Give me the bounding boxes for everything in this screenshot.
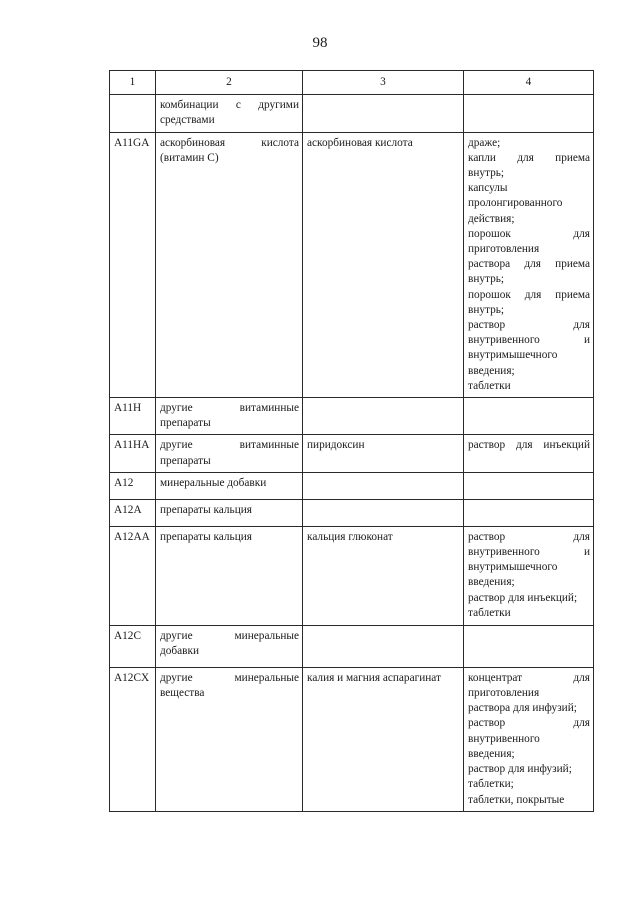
dosage-form-line: раствор для инфузий;: [468, 763, 572, 776]
dosage-form-line: внутрь;: [468, 273, 505, 286]
dosage-form-line: порошок для приема: [468, 288, 590, 301]
dosage-form-line: раствора для приема: [468, 258, 590, 271]
drug-name-cell: аскорбиновая кислота: [303, 132, 464, 397]
table-header-row: [110, 71, 594, 95]
dosage-form-line: таблетки: [468, 379, 511, 392]
dosage-form-line: таблетки: [468, 606, 511, 619]
column-header-4: 4: [464, 71, 594, 95]
group-text-line: препараты кальция: [160, 503, 252, 516]
table-row: [110, 398, 594, 435]
drug-name-cell: [303, 95, 464, 132]
dosage-form-line: капсулы: [468, 182, 508, 195]
dosage-form-line: концентрат для: [468, 671, 590, 684]
anatomical-group-cell: [156, 398, 303, 435]
group-text-line: препараты: [160, 454, 211, 467]
dosage-form-line: раствор для: [468, 717, 590, 730]
column-header-2: 2: [156, 71, 303, 95]
group-text-line: аскорбиновая кислота: [160, 136, 299, 149]
dosage-forms-cell: [464, 499, 594, 526]
table-body: [110, 95, 594, 812]
dosage-forms-cell: [464, 435, 594, 472]
anatomical-group-cell: [156, 526, 303, 625]
atc-code-cell: A11GA: [110, 132, 156, 397]
dosage-form-line: внутривенного и: [468, 546, 590, 559]
dosage-form-line: раствора для инфузий;: [468, 702, 577, 715]
atc-code-cell: A12CX: [110, 667, 156, 811]
dosage-form-line: раствор для инъекций;: [468, 591, 578, 604]
dosage-form-line: раствор для: [468, 530, 590, 543]
dosage-form-line: внутрь;: [468, 303, 505, 316]
group-text-line: другие витаминные: [160, 402, 299, 415]
dosage-form-line: раствор для инъекций: [468, 439, 590, 452]
dosage-form-line: внутривенного и: [468, 334, 590, 347]
dosage-form-line: таблетки, покрытые: [468, 793, 565, 806]
drug-name-cell: [303, 398, 464, 435]
dosage-form-line: внутримышечного: [468, 561, 558, 574]
atc-code-cell: A12AA: [110, 526, 156, 625]
drug-name-cell: [303, 625, 464, 667]
group-text-line: препараты кальция: [160, 530, 252, 543]
drug-name-cell: калия и магния аспарагинат: [303, 667, 464, 811]
dosage-forms-cell: [464, 95, 594, 132]
table-row: [110, 472, 594, 499]
group-text-line: добавки: [160, 645, 200, 658]
drug-name-cell: [303, 472, 464, 499]
dosage-forms-cell: [464, 667, 594, 811]
dosage-form-line: пролонгированного: [468, 197, 563, 210]
dosage-form-line: приготовления: [468, 243, 540, 256]
dosage-form-line: введения;: [468, 364, 515, 377]
table-row: [110, 499, 594, 526]
group-text-line: другие минеральные: [160, 629, 299, 642]
dosage-form-line: капли для приема: [468, 151, 590, 164]
medicine-table: [109, 70, 594, 812]
table-row: [110, 95, 594, 132]
table-row: [110, 526, 594, 625]
column-header-3: 3: [303, 71, 464, 95]
drug-name-cell: пиридоксин: [303, 435, 464, 472]
dosage-form-line: введения;: [468, 747, 515, 760]
anatomical-group-cell: [156, 499, 303, 526]
table-row: [110, 667, 594, 811]
dosage-form-line: раствор для: [468, 319, 590, 332]
atc-code-cell: A12: [110, 472, 156, 499]
group-text-line: препараты: [160, 417, 211, 430]
group-text-line: средствами: [160, 114, 215, 127]
page-number: 98: [312, 35, 328, 51]
drug-name-cell: [303, 499, 464, 526]
dosage-forms-cell: [464, 398, 594, 435]
anatomical-group-cell: [156, 132, 303, 397]
anatomical-group-cell: [156, 95, 303, 132]
group-text-line: другие минеральные: [160, 671, 299, 684]
dosage-forms-cell: [464, 526, 594, 625]
table-row: [110, 625, 594, 667]
dosage-form-line: действия;: [468, 212, 515, 225]
dosage-form-line: внутримышечного: [468, 349, 558, 362]
anatomical-group-cell: [156, 472, 303, 499]
anatomical-group-cell: [156, 667, 303, 811]
dosage-form-line: внутрь;: [468, 167, 505, 180]
atc-code-cell: [110, 95, 156, 132]
column-header-1: 1: [110, 71, 156, 95]
anatomical-group-cell: [156, 625, 303, 667]
group-text-line: (витамин С): [160, 151, 219, 164]
atc-code-cell: A12C: [110, 625, 156, 667]
dosage-form-line: введения;: [468, 576, 515, 589]
anatomical-group-cell: [156, 435, 303, 472]
dosage-forms-cell: [464, 625, 594, 667]
table-row: [110, 435, 594, 472]
group-text-line: комбинации с другими: [160, 99, 299, 112]
dosage-form-line: порошок для: [468, 227, 590, 240]
atc-code-cell: A11H: [110, 398, 156, 435]
group-text-line: другие витаминные: [160, 439, 299, 452]
dosage-forms-cell: [464, 132, 594, 397]
dosage-form-line: таблетки;: [468, 778, 514, 791]
dosage-form-line: драже;: [468, 136, 501, 149]
dosage-forms-cell: [464, 472, 594, 499]
group-text-line: вещества: [160, 687, 205, 700]
dosage-form-line: внутривенного: [468, 732, 540, 745]
atc-code-cell: A12A: [110, 499, 156, 526]
table-row: [110, 132, 594, 397]
dosage-form-line: приготовления: [468, 687, 540, 700]
atc-code-cell: A11HA: [110, 435, 156, 472]
group-text-line: минеральные добавки: [160, 476, 267, 489]
drug-name-cell: кальция глюконат: [303, 526, 464, 625]
